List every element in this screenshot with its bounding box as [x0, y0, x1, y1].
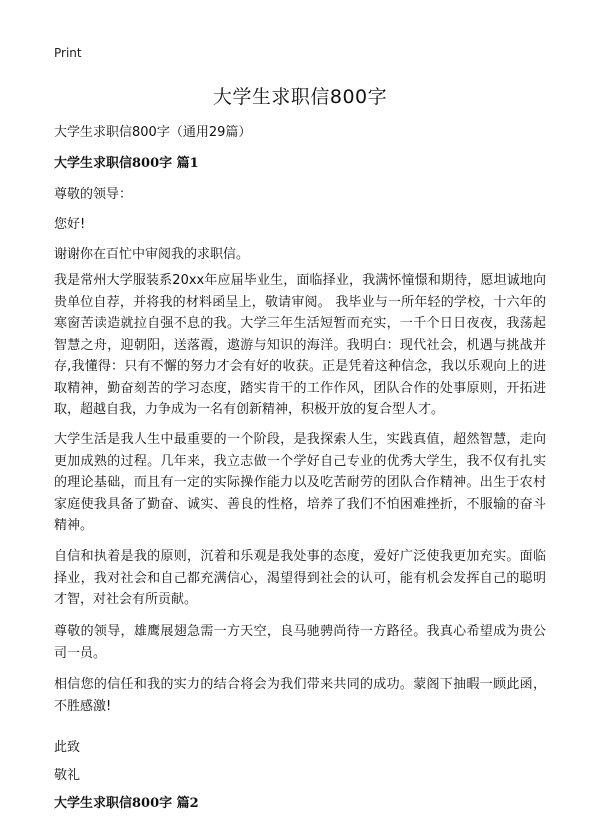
body-paragraph-3: 自信和执着是我的原则，沉着和乐观是我处事的态度，爱好广泛使我更加充实。面临择业，我对社会和自己都充满信心，渴望得到社会的认可，能有机会发挥自己的聪明才智，对社会有所贡献。 [54, 549, 546, 607]
page-title: 大学生求职信800字 [212, 86, 388, 108]
thanks-line: 谢谢你在百忙中审阅我的求职信。 [54, 247, 250, 262]
greeting: 您好! [54, 217, 86, 232]
section-heading-2: 大学生求职信800字 篇2 [54, 796, 199, 811]
document-subtitle: 大学生求职信800字（通用29篇） [54, 125, 252, 140]
body-paragraph-5: 相信您的信任和我的实力的结合将会为我们带来共同的成功。蒙阁下抽暇一顾此函，不胜感激! [54, 677, 546, 714]
salutation: 尊敬的领导： [54, 187, 133, 202]
body-paragraph-2: 大学生活是我人生中最重要的一个阶段，是我探索人生，实践真值，超然智慧，走向更加成熟的过程。几年来，我立志做一个学好自己专业的优秀大学生，我不仅有扎实的理论基础，而且有一定的实际操作能力以及吃苦耐劳的团队合作精神。出生于农村家庭使我具备了勤奋、诚实、善良的性格，培养了我们不怕困难挫折，不服输的奋斗精神。 [54, 432, 546, 533]
body-paragraph-1: 我是常州大学服装系20xx年应届毕业生，面临择业，我满怀憧憬和期待，愿坦诚地向贵单位自荐，并将我的材料函呈上，敬请审阅。 我毕业与一所年轻的学校，十六年的寒窗苦读造就拉自强不息的我。大学三年生活短暂而充实，一千个日日夜夜，我荡起智慧之舟，迎朝阳，送落霞，遨游与知识的海洋。我明白：现代社会，机遇与挑战并存,我懂得：只有不懈的努力才会有好的收获。正是凭着这种信念，我以乐观向上的进取精神，勤奋刻苦的学习态度，踏实肯干的工作作风，团队合作的处事原则，开拓进取，超越自我，力争成为一名有创新精神，积极开放的复合型人才。 [54, 273, 546, 417]
print-link[interactable]: Print [54, 46, 82, 60]
section-heading-1: 大学生求职信800字 篇1 [54, 156, 199, 171]
closing-line-1: 此致 [54, 740, 81, 755]
body-paragraph-4: 尊敬的领导，雄鹰展翅急需一方天空，良马驰骋尚待一方路径。我真心希望成为贵公司一员。 [54, 624, 546, 661]
closing-line-2: 敬礼 [54, 768, 81, 783]
